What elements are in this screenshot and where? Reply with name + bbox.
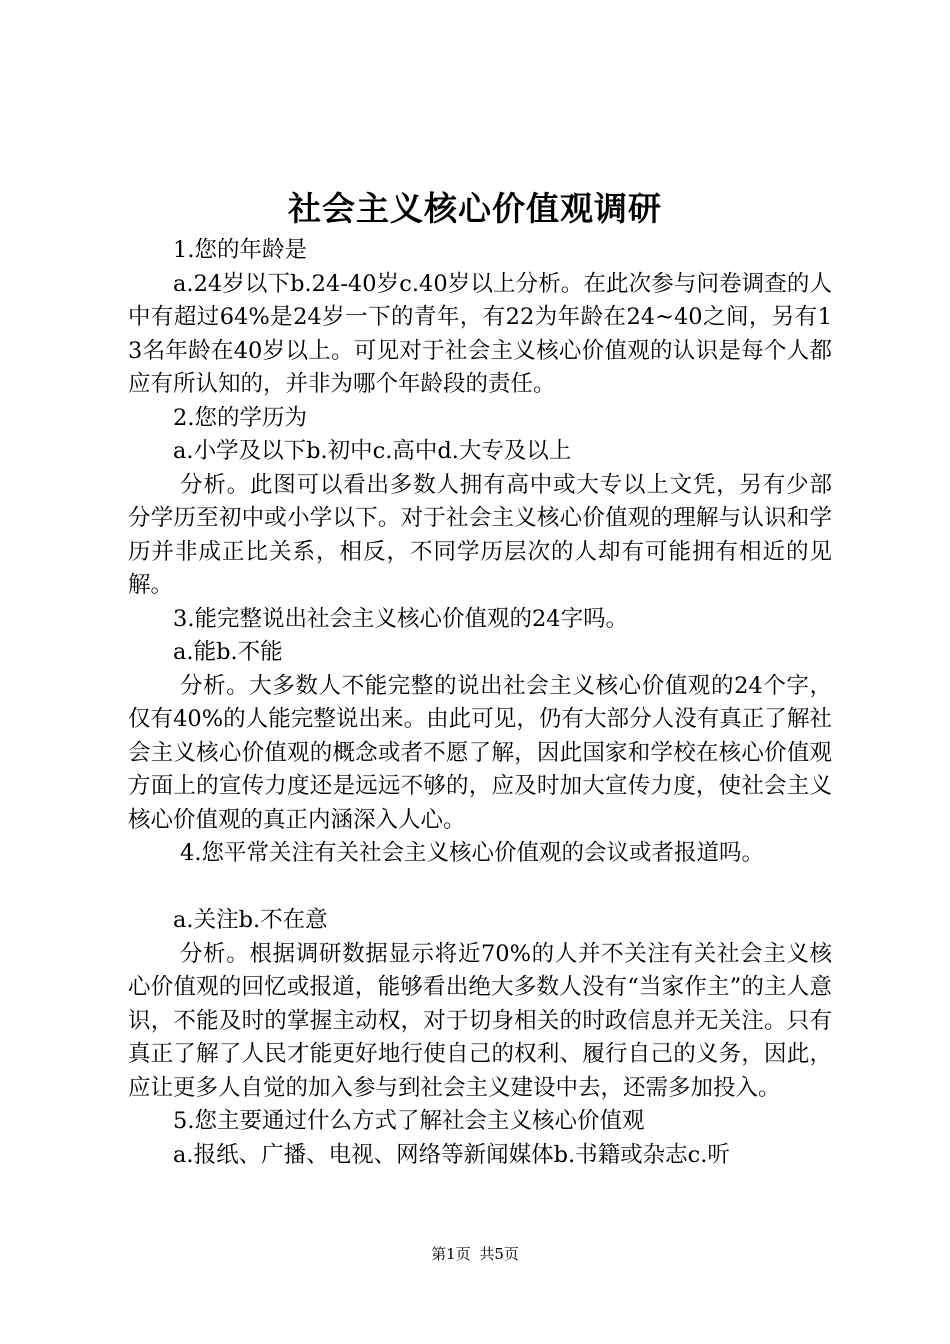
question-5: 5.您主要通过什么方式了解社会主义核心价值观	[173, 1108, 645, 1134]
analysis-4: 分析。根据调研数据显示将近70%的人并不关注有关社会主义核心价值观的回忆或报道，能够看出绝大多数人没有“当家作主”的主人意识，不能及时的掌握主动权，对于切身相关的时政信息并无关注。只有真正了解了人民才能更好地行使自己的权利、履行自己的义务，因此，应让更多人自觉的加入参与到社会主义建设中去，还需多加投入。	[128, 940, 832, 1101]
question-3: 3.能完整说出社会主义核心价值观的24字吗。	[173, 605, 629, 632]
answer-options-2: a.小学及以下b.初中c.高中d.大专及以上	[173, 438, 572, 464]
page-title: 社会主义核心价值观调研	[288, 189, 662, 228]
analysis-2: 分析。此图可以看出多数人拥有高中或大专以上文凭，另有少部分学历至初中或小学以下。对于社会主义核心价值观的理解与认识和学历并非成正比关系，相反，不同学历层次的人却有可能拥有相近的见解。	[128, 471, 832, 598]
page-total: 共5页	[479, 1245, 519, 1263]
question-2: 2.您的学历为	[173, 404, 307, 431]
page-footer	[0, 1244, 950, 1264]
page-number: 第1页	[431, 1245, 471, 1263]
answer-options-5: a.报纸、广播、电视、网络等新闻媒体b.书籍或杂志c.听	[173, 1141, 730, 1168]
analysis-3: 分析。大多数人不能完整的说出社会主义核心价值观的24个字，仅有40%的人能完整说出来。由此可见，仍有大部分人没有真正了解社会主义核心价值观的概念或者不愿了解，因此国家和学校在核心价值观方面上的宣传力度还是远远不够的，应及时加大宣传力度，使社会主义核心价值观的真正内涵深入人心。	[128, 672, 832, 833]
answer-options-3: a.能b.不能	[173, 639, 283, 665]
answer-options-1-with-analysis: a.24岁以下b.24-40岁c.40岁以上分析。在此次参与问卷调查的人中有超过64%是24岁一下的青年，有22为年龄在24~40之间，另有13名年龄在40岁以上。可见对于社会主义核心价值观的认识是每个人都应有所认知的，并非为哪个年龄段的责任。	[128, 270, 832, 397]
document-body	[128, 234, 832, 1172]
question-1: 1.您的年龄是	[173, 237, 307, 263]
question-4: 4.您平常关注有关社会主义核心价值观的会议或者报道吗。	[180, 840, 764, 866]
answer-options-4: a.关注b.不在意	[173, 907, 328, 933]
